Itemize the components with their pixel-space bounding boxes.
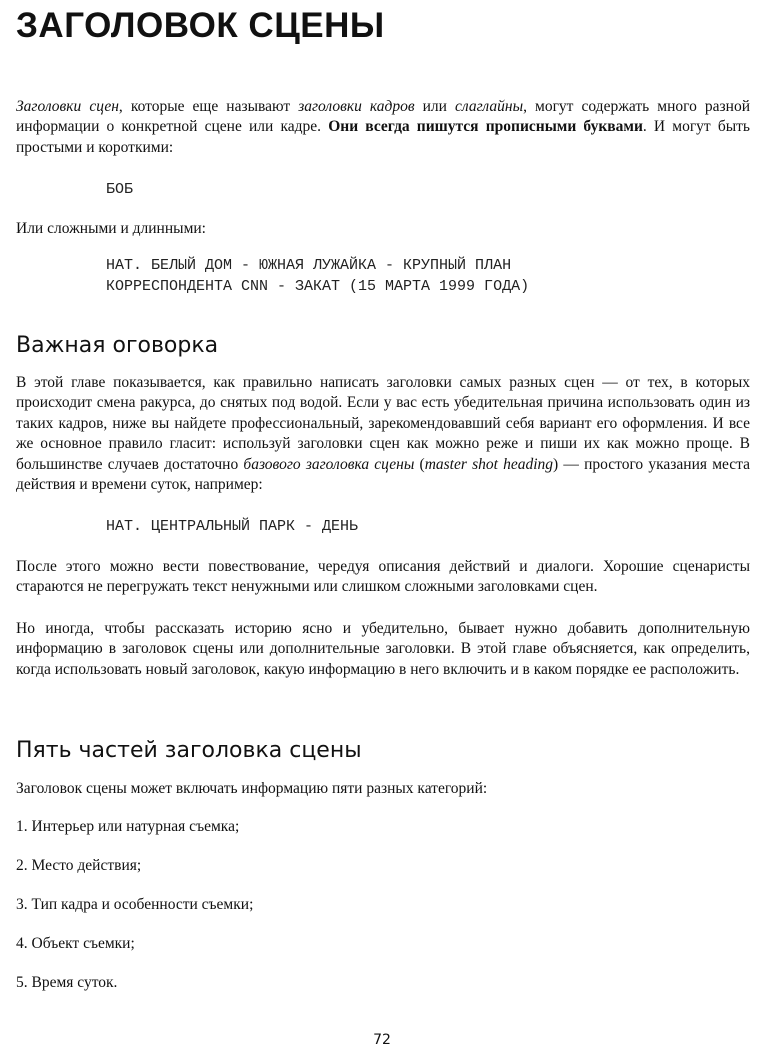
list-item: 1. Интерьер или натурная съемка; <box>16 818 240 835</box>
example-short: БОБ <box>106 181 134 198</box>
list-item: 5. Время суток. <box>16 974 118 991</box>
intro-emphasis: Они всегда пишутся прописными буквами <box>328 118 643 136</box>
five-parts-intro: Заголовок сцены может включать информацию пяти разных категорий: <box>16 780 488 797</box>
page-title: ЗАГОЛОВОК СЦЕНЫ <box>16 6 385 45</box>
disclaimer-paragraph-3: Но иногда, чтобы рассказать историю ясно и убедительно, бывает нужно добавить дополнительную информацию в заголовок сцены или дополнительные заголовки. В этой главе объясняется, как определить, когда использовать новый заголовок, какую информацию в него включить и в каком порядке ее расположить. <box>16 620 750 678</box>
disclaimer-paragraph-2: После этого можно вести повествование, чередуя описания действий и диалоги. Хорошие сценаристы стараются не перегружать текст ненужными или слишком сложными заголовками сцен. <box>16 558 750 596</box>
list-item: 3. Тип кадра и особенности съемки; <box>16 896 254 913</box>
example-long-line-2: КОРРЕСПОНДЕНТА CNN - ЗАКАТ (15 МАРТА 1999 ГОДА) <box>106 278 530 295</box>
term-master-shot: базового заголовка сцены <box>243 455 415 473</box>
page-number: 72 <box>373 1032 391 1048</box>
term-master-shot-heading: master shot heading <box>424 455 554 473</box>
disclaimer-paragraph-1: В этой главе показывается, как правильно написать заголовки самых разных сцен — от тех, в которых происходит смена ракурса, до снятых под водой. Если у вас есть убедительная причина использовать один из таких кадров, ниже вы найдете профессиональный, зарекомендовавший себя вариант его оформления. И все же основное правило гласит: используй заголовки сцен как можно реже и пиши их как можно проще. В большинстве случаев достаточно базового заголовка сцены (master shot heading) — простого указания места действия и времени суток, например: <box>16 374 750 494</box>
intro-term-scene-headings: Заголовки сцен <box>16 98 119 115</box>
list-item: 4. Объект съемки; <box>16 935 135 952</box>
intro-term-sluglines: слаглайны <box>455 98 524 115</box>
section-heading-disclaimer: Важная оговорка <box>16 333 219 358</box>
list-item: 2. Место действия; <box>16 857 142 874</box>
section-heading-five-parts: Пять частей заголовка сцены <box>16 738 362 763</box>
example-central-park: НАТ. ЦЕНТРАЛЬНЫЙ ПАРК - ДЕНЬ <box>106 518 359 535</box>
example-long-line-1: НАТ. БЕЛЫЙ ДОМ - ЮЖНАЯ ЛУЖАЙКА - КРУПНЫЙ ПЛАН <box>106 257 512 274</box>
or-complex-text: Или сложными и длинными: <box>16 220 206 237</box>
intro-term-shot-headings: заголовки кадров <box>298 98 415 115</box>
intro-paragraph: Заголовки сцен, которые еще называют заголовки кадров или слаглайны, могут содержать много разной информации о конкретной сцене или кадре. Они всегда пишутся прописными буквами. И могут быть простыми и короткими: <box>16 98 750 156</box>
